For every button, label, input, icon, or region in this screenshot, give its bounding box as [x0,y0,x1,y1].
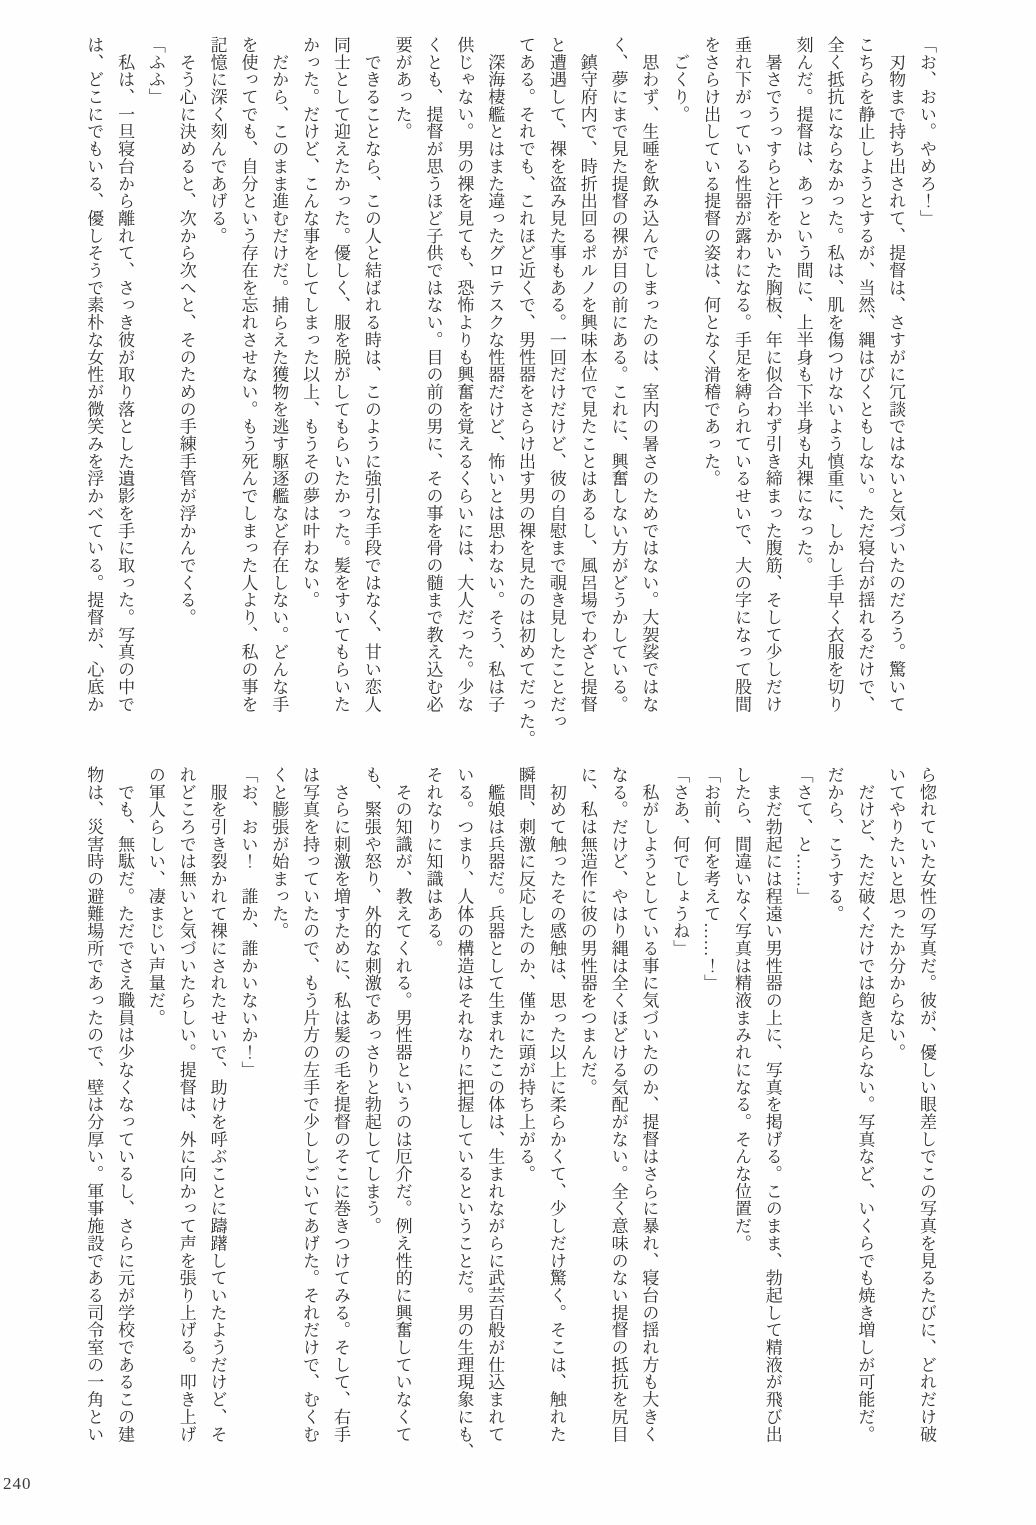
text-line: 「さあ、何でしょうね」 [670,766,690,957]
text-line: 深海棲艦とはまた違ったグロテスクな性器だけど、怖いとは思わない。そう、私は子 [485,36,505,713]
text-line: に、私は無造作に彼の男性器をつまんだ。 [577,766,597,1096]
text-line: 全く抵抗にならなかった。私は、肌を傷つけないよう慎重に、しかし手早く衣服を切り [824,36,844,713]
text-line: さらに刺激を増すために、私は髪の毛を提督のそこに巻きつけてみる。そして、右手 [330,766,350,1443]
text-line: まだ勃起には程遠い男性器の上に、写真を掲げる。このまま、勃起して精液が飛び出 [762,766,782,1443]
text-line: く、夢にまで見た提督の裸が目の前にある。これに、興奮しない方がどうかしている。 [608,36,628,713]
text-line: 「お、おい！ 誰か、誰かいないか！」 [238,766,258,1079]
text-line: は、どこにでもいる、優しそうで素朴な女性が微笑みを浮かべている。提督が、心底か [84,36,104,713]
text-block-top [77,36,941,750]
text-line: くとも、提督が思うほど子供ではない。目の前の男に、その事を骨の髄まで教え込む必 [423,36,443,713]
text-line: 供じゃない。男の裸を見ても、恐怖よりも興奮を覚えるくらいには、大人だった。少な [454,36,474,713]
text-line: したら、間違いなく写真は精液まみれになる。そんな位置だ。 [731,766,751,1252]
text-line: 「お前、何を考えて……！」 [701,766,721,992]
text-line: 刻んだ。提督は、あっという間に、上半身も下半身も丸裸になった。 [793,36,813,574]
text-line: 思わず、生唾を飲み込んでしまったのは、室内の暑さのためではない。大袈裟ではな [639,36,659,713]
text-line: でも、無駄だ。ただでさえ職員は少なくなっているし、さらに元が学校であるこの建 [115,766,135,1443]
text-line: 私がしようとしている事に気づいたのか、提督はさらに暴れ、寝台の揺れ方も大きく [639,766,659,1443]
text-line: 要があった。 [392,36,412,141]
text-line: の軍人らしい、凄まじい声量だ。 [145,766,165,1027]
text-line: 服を引き裂かれて裸にされたせいで、助けを呼ぶことに躊躇していたようだけど、そ [207,766,227,1443]
text-line: ごくり。 [670,36,690,123]
text-line: いる。つまり、人体の構造はそれなりに把握しているということだ。男の生理現象にも、 [454,766,474,1460]
text-line: 同士として迎えたかった。優しく、服を脱がしてもらいたかった。髪をすいてもらいた [330,36,350,713]
text-line: 刃物まで持ち出されて、提督は、さすがに冗談ではないと気づいたのだろう。驚いて [886,36,906,713]
text-line: は写真を持っていたので、もう片方の左手で少ししごいてあげた。それだけで、むくむ [300,766,320,1443]
text-line: も、緊張や怒り、外的な刺激であっさりと勃起してしまう。 [361,766,381,1235]
text-line: 「さて、と……」 [793,766,813,905]
text-line: 「ふふ」 [145,36,165,106]
text-line: 物は、災害時の避難場所であったので、壁は分厚い。軍事施設である司令室の一角とい [84,766,104,1443]
text-line: てある。それでも、これほど近くで、男性器をさらけ出す男の裸を見たのは初めてだった。 [516,36,536,748]
text-line: その知識が、教えてくれる。男性器というのは厄介だ。例え性的に興奮していなくて [392,766,412,1443]
text-line: だから、このまま進むだけだ。捕らえた獲物を逃す駆逐艦など存在しない。どんな手 [269,36,289,713]
text-line: 垂れ下がっている性器が露わになる。手足を縛られているせいで、大の字になって股間 [731,36,751,713]
text-line: と遭遇して、裸を盗み見た事もある。一回だけだけど、彼の自慰まで覗き見したことだっ [546,36,566,730]
text-line: を使ってでも、自分という存在を忘れさせない。もう死んでしまった人より、私の事を [238,36,258,713]
text-line: それなりに知識はある。 [423,766,443,957]
text-line: かった。だけど、こんな事をしてしまった以上、もうその夢は叶わない。 [300,36,320,609]
text-line: なる。だけど、やはり縄は全くほどける気配がない。全く意味のない提督の抵抗を尻目 [608,766,628,1443]
text-line: 「お、おい。やめろ！」 [917,36,936,227]
text-line: だから、こうする。 [824,766,844,923]
text-line: 暑さでうっすらと汗をかいた胸板、年に似合わず引き締まった腹筋、そして少しだけ [762,36,782,713]
text-line: くと膨張が始まった。 [269,766,289,940]
page-number: 240 [3,1474,32,1493]
text-line: 初めて触ったその感触は、思った以上に柔らかくて、少しだけ驚く。そこは、触れた [546,766,566,1443]
text-line: そう心に決めると、次から次へと、そのための手練手管が浮かんでくる。 [176,36,196,626]
text-line: いてやりたいと思ったか分からない。 [886,766,906,1061]
text-line: できることなら、この人と結ばれる時は、このように強引な手段ではなく、甘い恋人 [361,36,381,713]
text-block-bottom [77,766,941,1460]
text-line: こちらを静止しようとするが、当然、縄はびくともしない。ただ寝台が揺れるだけで、 [855,36,875,713]
text-line: 鎮守府内で、時折出回るポルノを興味本位で見たことはあるし、風呂場でわざと提督 [577,36,597,713]
text-line: 私は、一旦寝台から離れて、さっき彼が取り落とした遺影を手に取った。写真の中で [115,36,135,713]
text-line: 瞬間、刺激に反応したのか、僅かに頭が持ち上がる。 [516,766,536,1183]
text-line: れどころでは無いと気づいたらしい。提督は、外に向かって声を張り上げる。叩き上げ [176,766,196,1443]
text-line: 記憶に深く刻んであげる。 [207,36,227,245]
text-line: だけど、ただ破くだけでは飽き足らない。写真など、いくらでも焼き増しが可能だ。 [855,766,875,1443]
text-line: ら惚れていた女性の写真だ。彼が、優しい眼差しでこの写真を見るたびに、どれだけ破 [917,766,936,1443]
text-line: 艦娘は兵器だ。兵器として生まれたこの体は、生まれながらに武芸百般が仕込まれて [485,766,505,1443]
text-line: をさらけ出している提督の姿は、何となく滑稽であった。 [701,36,721,488]
